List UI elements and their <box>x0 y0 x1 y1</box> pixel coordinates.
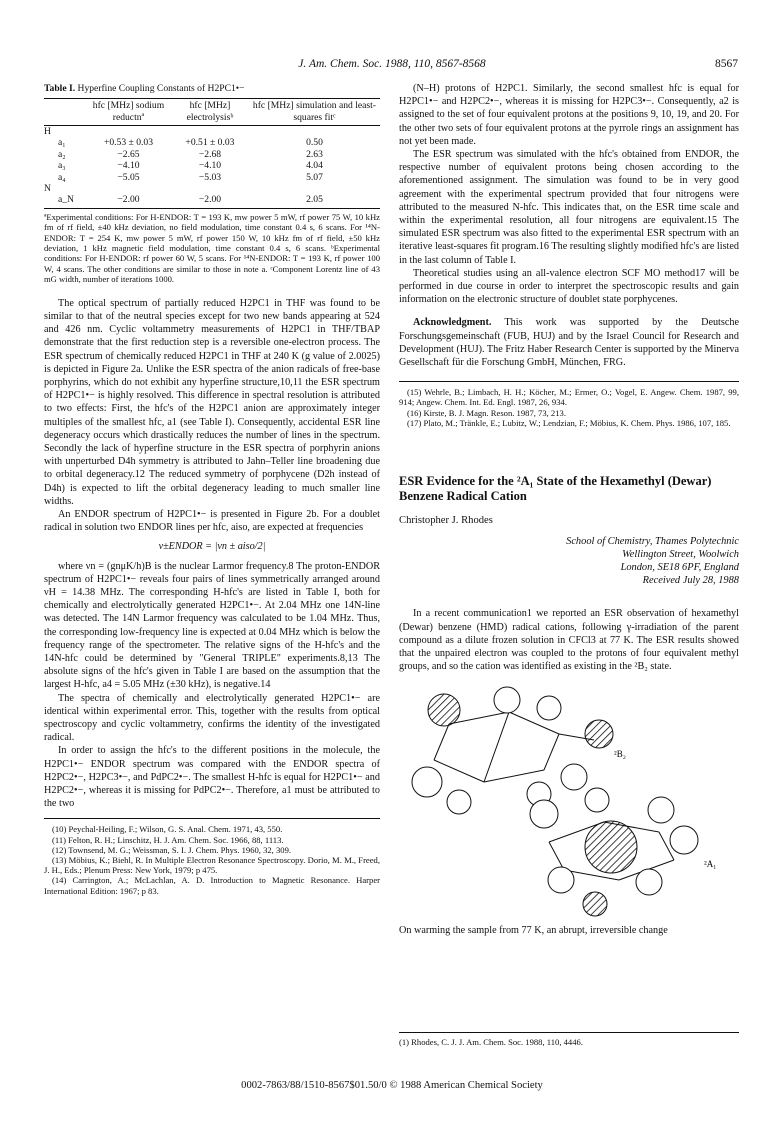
cell-simulation: 5.07 <box>306 171 323 183</box>
endor-equation: ν±ENDOR = |νn ± aiso/2| <box>158 541 266 553</box>
article-continuation: On warming the sample from 77 K, an abrupt, irreversible change <box>399 924 668 936</box>
cell-simulation: 0.50 <box>306 137 323 149</box>
cell-sodium: −5.05 <box>117 171 140 183</box>
cell-sodium: −2.65 <box>117 148 140 160</box>
orbital-diagram <box>399 682 739 918</box>
journal-citation: J. Am. Chem. Soc. 1988, 110, 8567-8568 <box>298 58 486 70</box>
cell-electrolysis: +0.51 ± 0.03 <box>185 137 235 149</box>
reference-item: (16) Kirste, B. J. Magn. Reson. 1987, 73, 213. <box>407 407 566 418</box>
left-body-text <box>44 297 380 535</box>
label-2a1: ²A₁ <box>704 858 717 869</box>
reference-item: (10) Peychal-Heiling, F.; Wilson, G. S. Anal. Chem. 1971, 43, 550. <box>52 824 283 835</box>
paragraph: In order to assign the hfc's to the different positions in the molecule, the H2PC1•− ENDOR spectrum was compared with the ENDOR spectra of H2PC2•−, H2PC3•−, and PdPC2•−. The smallest H-hfc is equal for H2PC1•− and H2PC2•−, whereas it is missing for PdPC2•−. Therefore, a1 must be attributed to the two <box>44 745 380 810</box>
paragraph: An ENDOR spectrum of H2PC1•− is presented in Figure 2b. For a doublet radical in solution two ENDOR lines per hfc, aiso, are expected at frequencies <box>44 508 380 534</box>
table-row <box>44 194 380 208</box>
table-footnote: ªExperimental conditions: For H-ENDOR: T = 193 K, mw power 5 mW, rf power 75 W, 10 kHz fm of rf field, ±40 kHz deviation, no field modulation, time constant 0.4 s, 6 scans. For ¹⁴N-ENDOR: T = 254 K, mw power 5 mW, rf power 150 W, 10 kHz fm of rf field, ±50 kHz deviation, 1 kHz magnetic field modulation, time constant 0.4 s, 6 scans. ᵇExperimental conditions: For H-ENDOR: rf power 60 W, 5 scans. For ¹⁴N-ENDOR: T = 193 K, rf power 100 W, 4 scans. The other conditions are similar to those in note a. ᶜComponent Lorentz line of 43 mG width, number of iterations 1000. <box>44 211 380 285</box>
cell-simulation: 4.04 <box>306 160 323 172</box>
article-intro: In a recent communication1 we reported an ESR observation of hexamethyl (Dewar) benzene (HMD) radical cations, following γ-irradiation of the parent compound as a dilute frozen solution in CFCl3 at 77 K. The ESR results showed that the unpaired electron was coupled to the protons of four equivalent methyl groups, and so the cation was identified as existing in the ²B₂ state. <box>399 608 739 673</box>
affiliation-line-1: School of Chemistry, Thames Polytechnic <box>566 536 739 548</box>
cell-sodium <box>86 183 171 194</box>
paragraph: Theoretical studies using an all-valence electron SCF MO method17 will be performed in due course in order to interpret the spectroscopic results and gain information on the electronic structure of doublet state porphycenes. <box>399 267 739 306</box>
cell-sodium: −4.10 <box>117 160 140 172</box>
reference-item: (11) Felton, R. H.; Linschitz, H. J. Am. Chem. Soc. 1966, 88, 1113. <box>52 834 284 845</box>
row-label: H <box>44 126 51 138</box>
table-row <box>44 126 380 138</box>
paragraph: The ESR spectrum was simulated with the hfc's obtained from ENDOR, the respective number of equivalent protons being chosen according to the aforementioned assignment. The simulation was found to be in very good agreement with the experimental spectrum provided that four nitrogens were attributed to the measured N-hfc. This indicates that, on the ESR time scale and within the experimental resolution, all four nitrogens are equivalent.15 The simulated ESR spectrum was also fitted to the experimental ESR spectrum with an iterative least-squares fit program.16 The resulting slightly modified hfc's are listed in the last column of Table I. <box>399 149 739 266</box>
page-footer: 0002-7863/88/1510-8567$01.50/0 © 1988 American Chemical Society <box>241 1080 543 1091</box>
table-row <box>44 137 380 148</box>
paragraph: where νn = (gnμK/h)B is the nuclear Larmor frequency.8 The proton-ENDOR spectrum of H2PC1•− reveals four pairs of lines symmetrically arranged around νH = 14.38 MHz. The corresponding H-hfc's are listed in Table I, both for chemically and electrolytically generated H2PC1•−. At 2.04 MHz one 14N-line was detected. The 14N Larmor frequency was calculated to be 1.04 MHz. Thus, the corresponding low-frequency line is expected at 0.04 MHz which is below the frequency range of the spectrometer. The relative signs of the H-hfc's and the 14N-hfc could be determined by "General TRIPLE" experiments.8,13 The absolute signs of the hfc's given in Table I are based on the assumption that the largest H-hfc, a4 = 5.05 MHz (±30 kHz), is negative.14 <box>44 560 380 691</box>
affiliation-line-2: Wellington Street, Woolwich <box>622 549 739 561</box>
article-title: ESR Evidence for the ²A₁ State of the Hexamethyl (Dewar) Benzene Radical Cation <box>399 474 712 504</box>
row-label: a₂ <box>58 148 66 160</box>
reference-item: (12) Townsend, M. G.; Weissman, S. I. J. Chem. Phys. 1960, 32, 309. <box>52 844 292 855</box>
left-references <box>44 818 380 895</box>
table-caption: Table I. Hyperfine Coupling Constants of H2PC1•− <box>44 83 245 94</box>
label-2b2: ²B₂ <box>614 748 626 759</box>
table-row <box>44 172 380 183</box>
reference-item: (15) Wehrle, B.; Limbach, H. H.; Köcher, M.; Ermer, O.; Vogel, E. Angew. Chem. 1987, 99, 914; Angew. Chem. Int. Ed. Engl. 1987, 26, 934. <box>399 387 739 408</box>
row-label: a₃ <box>58 160 66 172</box>
cell-electrolysis: −2.00 <box>171 194 249 208</box>
row-label: a_N <box>44 194 86 208</box>
table-row <box>44 183 380 194</box>
cell-electrolysis <box>171 126 249 138</box>
cell-electrolysis <box>171 183 249 194</box>
row-label: a₄ <box>58 171 66 183</box>
cell-simulation <box>249 126 380 138</box>
cell-sodium: +0.53 ± 0.03 <box>103 137 154 149</box>
page-header <box>0 58 784 74</box>
cell-sodium <box>86 126 171 138</box>
cell-electrolysis: −4.10 <box>198 160 222 172</box>
article-footnote: (1) Rhodes, C. J. J. Am. Chem. Soc. 1988, 110, 4446. <box>399 1032 739 1047</box>
cell-simulation: 2.63 <box>306 148 323 160</box>
reference-item: (13) Möbius, K.; Biehl, R. In Multiple Electron Resonance Spectroscopy. Dorio, M. M., Freed, J. H., Eds.; Plenum Press: New York, 1979; p 475. <box>44 855 380 876</box>
row-label: a₁ <box>58 137 66 149</box>
table-header-sodium: hfc [MHz] sodium reductnª <box>86 99 171 126</box>
left-column <box>44 82 380 896</box>
paragraph: (N–H) protons of H2PC1. Similarly, the second smallest hfc is equal for H2PC1•− and H2PC2•−, whereas it is missing for H2PC3•−. Consequently, a2 is assigned to the set of four equivalent protons at the positions 9, 10, 19, and 20. For the other two sets of four equivalent protons at the pyrrole rings an assignment has not yet been made. <box>399 83 739 147</box>
cell-simulation <box>249 183 380 194</box>
affiliation-line-3: London, SE18 6PF, England <box>620 562 739 574</box>
table-header-electrolysis: hfc [MHz] electrolysisᵇ <box>171 99 249 126</box>
cell-electrolysis: −2.68 <box>198 148 222 160</box>
table-header-simulation: hfc [MHz] simulation and least-squares fitᶜ <box>249 99 380 126</box>
cell-electrolysis: −5.03 <box>198 171 222 183</box>
received-date: Received July 28, 1988 <box>642 575 739 587</box>
hyperfine-table <box>44 98 380 209</box>
right-column <box>399 82 739 937</box>
cell-sodium: −2.00 <box>86 194 171 208</box>
cell-simulation: 2.05 <box>249 194 380 208</box>
paragraph: The optical spectrum of partially reduced H2PC1 in THF was found to be similar to that of the neutral species except for two new bands appearing at 524 and 426 nm. Cyclic voltammetry measurements of H2PC1 in THF/TBAP demonstrate that the first reduction step is a reversible one-electron process. The ESR spectrum of chemically reduced H2PC1 in THF at 240 K (g value of 2.0025) is depicted in Figure 2a. Unlike the ESR spectra of the anion radicals of free-base porphyrins, which do not exhibit any hyperfine structure,10,11 the ESR spectrum of H2PC1•− is highly resolved. This difference in spectral resolution is attributed to two effects: First, the hfc's of the H2PC1 anion are approximately integer multiples of the smallest hfc, a1 (see Table I). Consequently, accidental ESR line degeneracy occurs which drastically reduces the number of lines in the spectrum. Secondly the lack of hyperfine structure in the ESR spectra of porphyrin anions with unperturbed D4h symmetry is attributed to Jahn–Teller line broadening due to orbital degeneracy.12 The reduced symmetry of porphycene (D2h instead of D4h) is expected to lift the orbital degeneracy leading to much smaller line widths. <box>44 297 380 507</box>
paragraph: The spectra of chemically and electrolytically generated H2PC1•− are identical within experimental error. This, together with the results from optical spectroscopy and cyclic voltammetry, confirms the identity of the investigated radical. <box>44 692 380 744</box>
table-row <box>44 160 380 171</box>
right-references <box>399 381 739 428</box>
dewar-benzene-figure <box>399 682 739 918</box>
row-label: N <box>44 183 51 195</box>
right-body-text <box>399 82 739 306</box>
table-row <box>44 149 380 160</box>
reference-item: (17) Plato, M.; Tränkle, E.; Lubitz, W.; Lendzian, F.; Möbius, K. Chem. Phys. 1986, 107, 185. <box>407 417 731 428</box>
article-author: Christopher J. Rhodes <box>399 515 493 527</box>
acknowledgment: Acknowledgment. This work was supported by the Deutsche Forschungsgemeinschaft (FUB, HUJ) and by the Israel Council for Research and Development (HUJ). The Fritz Haber Research Center is supported by the Minerva Gesellschaft für die Forschung GmbH, München, FRG. <box>399 317 739 369</box>
reference-item: (14) Carrington, A.; McLachlan, A. D. Introduction to Magnetic Resonance. Harper International Edition: 1967; p 83. <box>44 875 380 896</box>
page-number: 8567 <box>715 58 738 70</box>
left-body-text-2 <box>44 560 380 811</box>
